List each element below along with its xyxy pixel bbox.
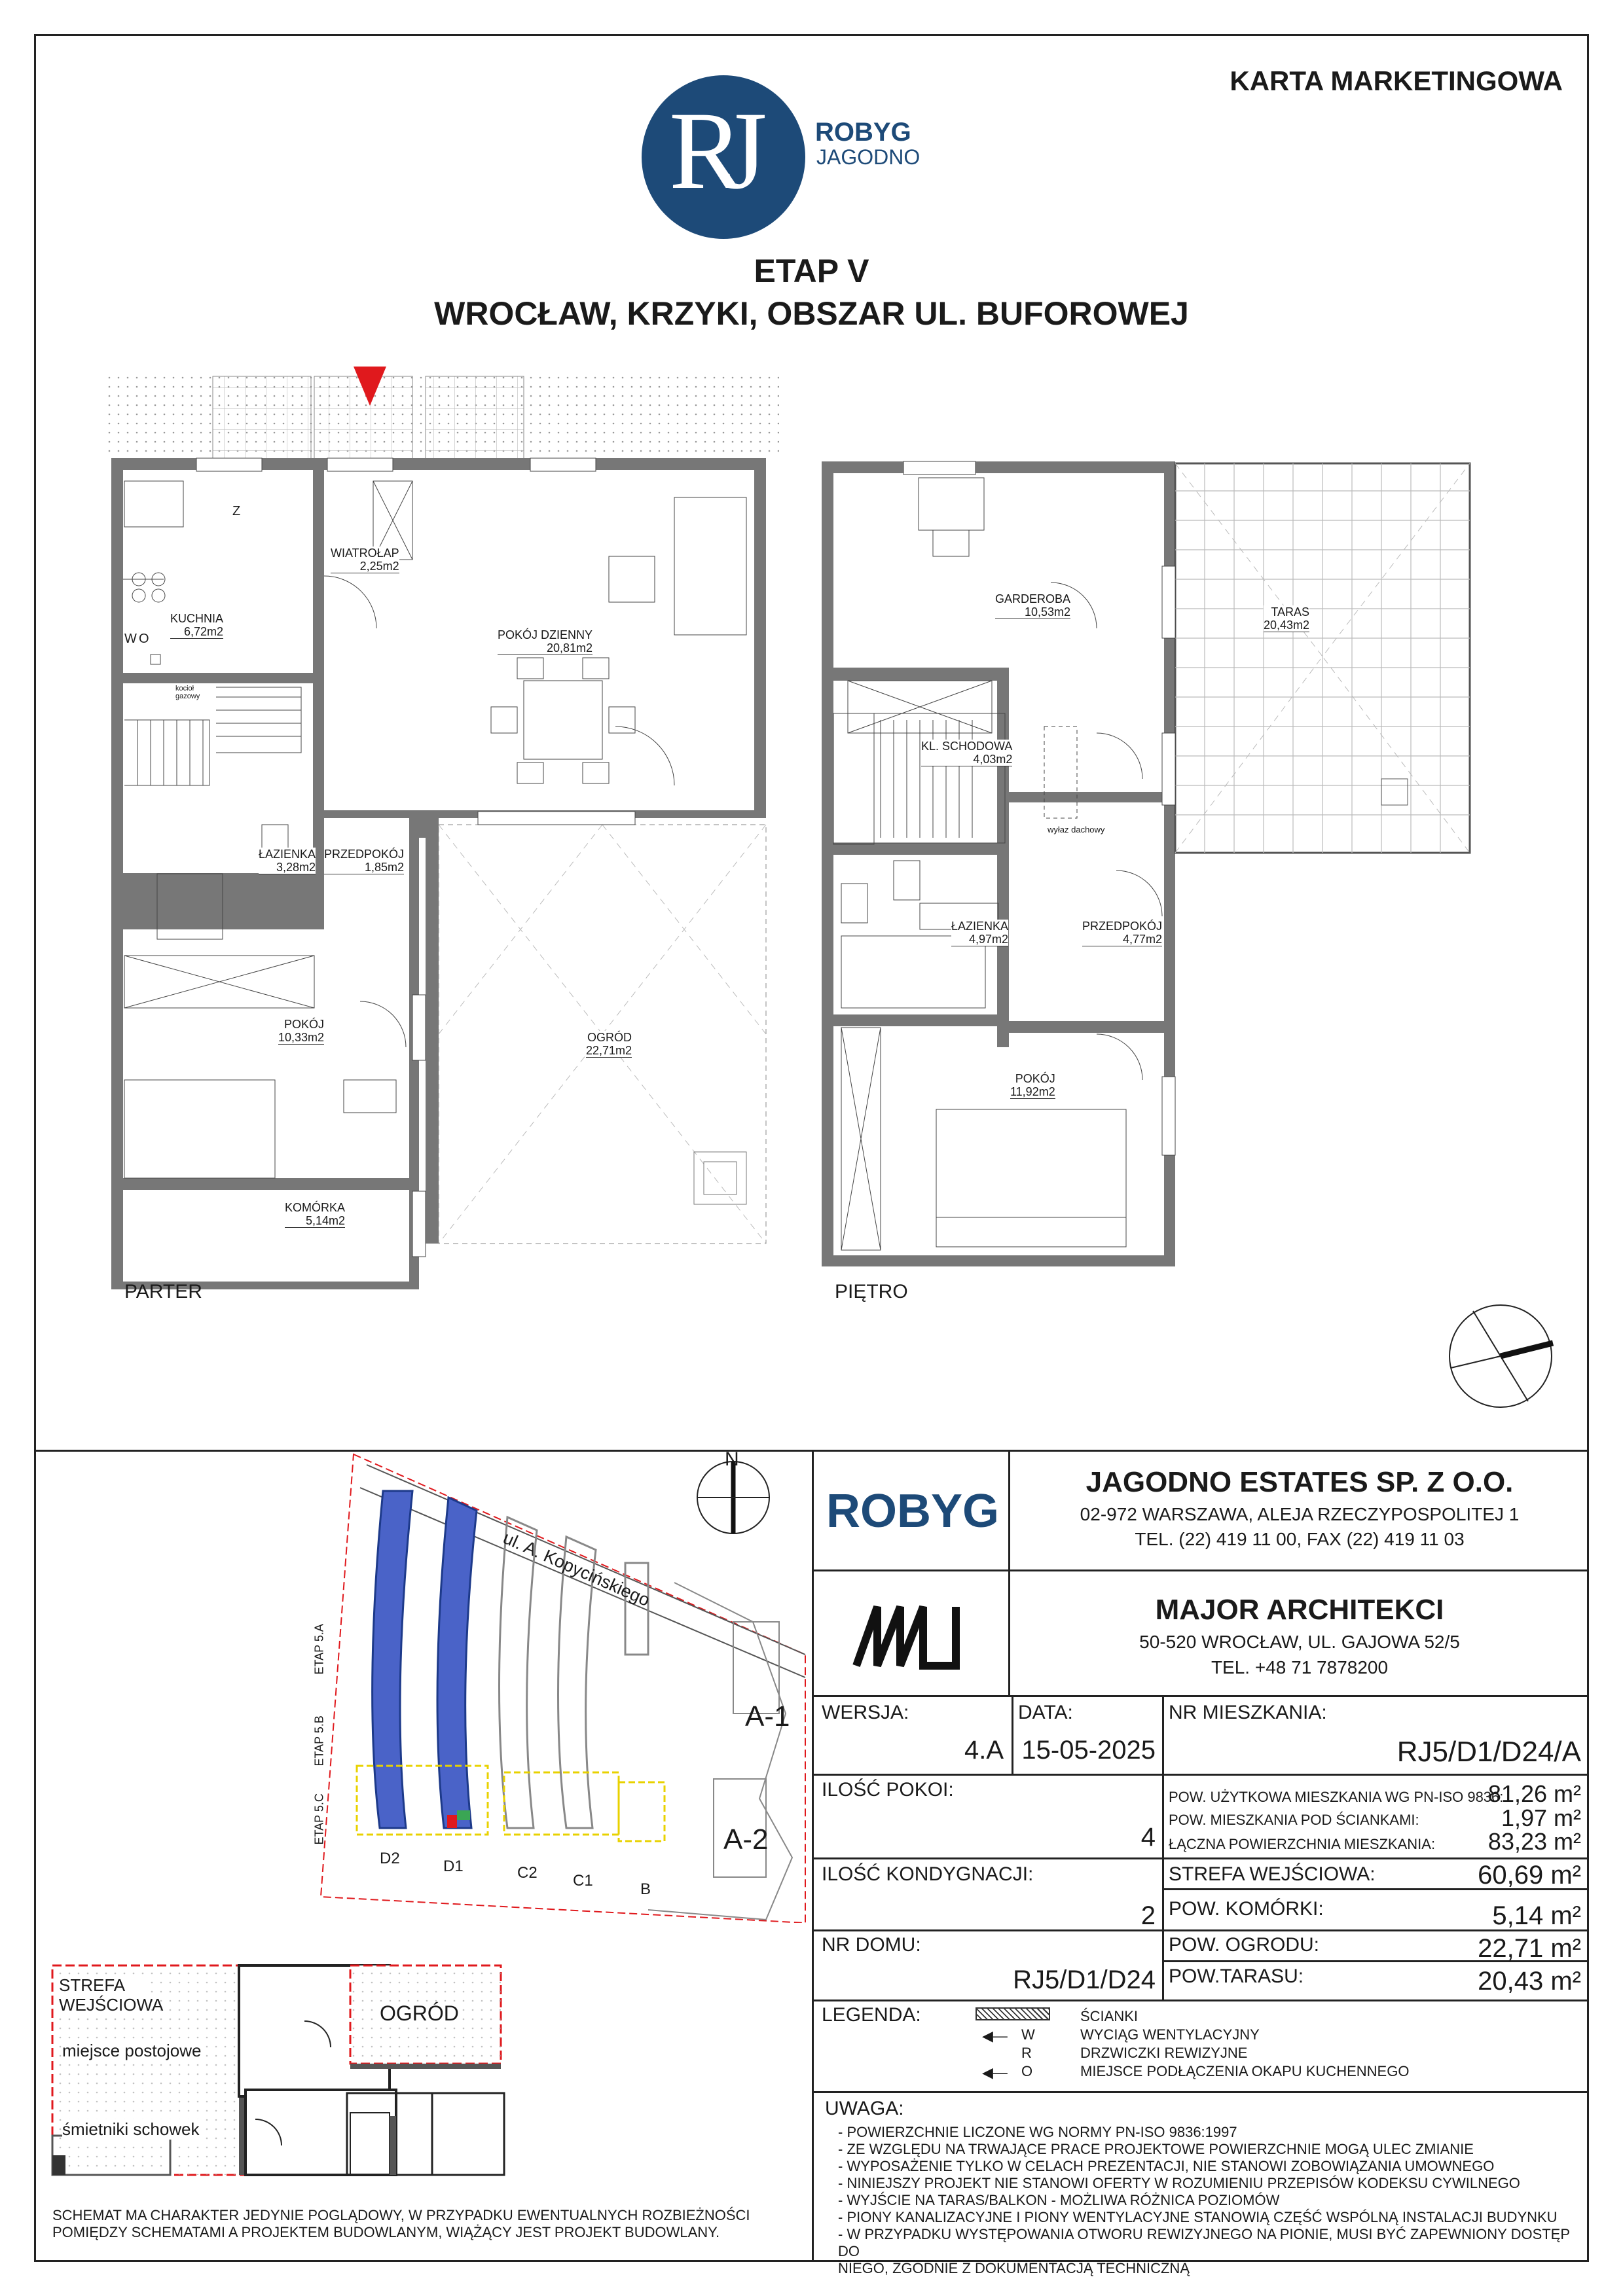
divider (812, 2091, 1589, 2093)
legend-symbol-r: R (1021, 2045, 1032, 2061)
room-label: PRZEDPOKÓJ 1,85m2 (324, 848, 405, 874)
note-item: NIEGO, ZGODNIE Z DOKUMENTACJĄ TECHNICZNĄ (838, 2260, 1190, 2276)
date-label: DATA: (1018, 1702, 1073, 1723)
floors-value: 2 (1140, 1901, 1156, 1930)
floors-label: ILOŚĆ KONDYGNACJI: (822, 1863, 1034, 1885)
room-label: ŁAZIENKA 4,97m2 (951, 920, 1009, 946)
architect-address: 50-520 WROCŁAW, UL. GAJOWA 52/5 (1139, 1632, 1460, 1652)
legend-item: MIEJSCE PODŁĄCZENIA OKAPU KUCHENNEGO (1080, 2063, 1410, 2079)
house-number-value: RJ5/D1/D24 (1013, 1965, 1156, 1994)
room-label: POKÓJ DZIENNY 20,81m2 (498, 628, 593, 655)
under-walls-area-label: POW. MIESZKANIA POD ŚCIANKAMI: (1169, 1812, 1419, 1828)
entrance-zone-key: STREFA WEJŚCIOWA (59, 1975, 164, 2015)
garden-label: POW. OGRODU: (1169, 1934, 1320, 1956)
architect-phone: TEL. +48 71 7878200 (1211, 1657, 1389, 1677)
symbol-z: Z (232, 504, 241, 518)
storage-label: POW. KOMÓRKI: (1169, 1898, 1324, 1920)
divider (1012, 1695, 1013, 1774)
version-label: WERSJA: (822, 1702, 909, 1723)
rooms-label: ILOŚĆ POKOI: (822, 1779, 954, 1801)
stage-label: ETAP 5.C (312, 1793, 326, 1845)
note-item: - POWIERZCHNIE LICZONE WG NORMY PN-ISO 9836:1997 (838, 2124, 1237, 2140)
vent-arrow-icon: ◀— (982, 2028, 1008, 2044)
building-label: C2 (517, 1864, 538, 1882)
building-label: C1 (573, 1872, 593, 1890)
divider (812, 1450, 814, 2262)
divider (812, 1695, 1589, 1697)
bins-key: śmietniki schowek (62, 2119, 200, 2139)
disclaimer-line: SCHEMAT MA CHARAKTER JEDYNIE POGLĄDOWY, W PRZYPADKU EWENTUALNYCH ROZBIEŻNOŚCI (52, 2207, 750, 2223)
notes-list (838, 2124, 1578, 2277)
symbol-w: W (124, 632, 137, 646)
date-value: 15-05-2025 (1021, 1736, 1156, 1765)
architect-name: MAJOR ARCHITEKCI (1155, 1594, 1444, 1626)
divider (812, 1570, 1589, 1571)
doc-type: KARTA MARKETINGOWA (1230, 65, 1563, 96)
entrance-zone-label: STREFA WEJŚCIOWA: (1169, 1863, 1376, 1885)
room-label: KL. SCHODOWA 4,03m2 (921, 740, 1013, 766)
building-label: A-2 (723, 1823, 769, 1856)
house-number-label: NR DOMU: (822, 1934, 921, 1956)
apartment-number-value: RJ5/D1/D24/A (1396, 1736, 1581, 1768)
divider (812, 1774, 1589, 1776)
key-plan (49, 1962, 507, 2178)
legend-label: LEGENDA: (822, 2004, 921, 2026)
street-label: ul. A. Kopycińskiego (500, 1528, 653, 1611)
note-item: - WYPOSAŻENIE TYLKO W CELACH PREZENTACJI, NIE STANOWI ZOBOWIĄZANIA UMOWNEGO (838, 2158, 1495, 2174)
divider (812, 2000, 1589, 2001)
wall-symbol-icon (976, 2007, 1050, 2020)
room-label: POKÓJ 10,33m2 (278, 1018, 325, 1044)
under-walls-area-value: 1,97 m² (1501, 1804, 1581, 1831)
rooms-value: 4 (1140, 1823, 1156, 1852)
storage-value: 5,14 m² (1492, 1901, 1581, 1930)
room-label: WIATROŁAP 2,25m2 (331, 547, 399, 573)
disclaimer (52, 2207, 750, 2241)
logo-brand: ROBYG (815, 118, 911, 147)
usable-area-label: POW. UŻYTKOWA MIESZKANIA WG PN-ISO 9836: (1169, 1789, 1504, 1805)
legend-item: ŚCIANKI (1080, 2008, 1139, 2024)
building-label: D1 (443, 1857, 464, 1875)
building-label: D2 (380, 1850, 400, 1867)
upper-floor-label: PIĘTRO (835, 1281, 908, 1302)
legend-item: WYCIĄG WENTYLACYJNY (1080, 2026, 1260, 2043)
stage-label: ETAP 5.B (312, 1715, 326, 1767)
divider (812, 1857, 1589, 1859)
room-label: POKÓJ 11,92m2 (1010, 1072, 1055, 1098)
room-label: KOMÓRKA 5,14m2 (285, 1201, 346, 1227)
ground-floor-label: PARTER (124, 1281, 202, 1302)
note-item: - PIONY KANALIZACYJNE I PIONY WENTYLACYJNE STANOWIĄ CZĘŚĆ WSPÓLNĄ INSTALACJI BUDYNKU (838, 2209, 1558, 2225)
apartment-number-label: NR MIESZKANIA: (1169, 1702, 1327, 1723)
version-value: 4.A (964, 1736, 1004, 1765)
terrace-label: POW.TARASU: (1169, 1965, 1304, 1987)
boiler-label: kocioł gazowy (175, 685, 205, 700)
note-item: - W PRZYPADKU WYSTĘPOWANIA OTWORU REWIZYJNEGO NA PIONIE, MUSI BYĆ ZAPEWNIONY DOSTĘP DO (838, 2226, 1570, 2259)
upper-floor-plan (822, 452, 1483, 1283)
total-area-label: ŁĄCZNA POWIERZCHNIA MIESZKANIA: (1169, 1836, 1436, 1852)
building-label: A-1 (745, 1700, 790, 1732)
entrance-zone-value: 60,69 m² (1478, 1861, 1581, 1890)
room-label: PRZEDPOKÓJ 4,77m2 (1082, 920, 1163, 946)
ground-floor-plan (98, 367, 792, 1316)
building-label: B (640, 1880, 651, 1898)
site-north-label: N (725, 1448, 739, 1470)
divider (1162, 1695, 1164, 2000)
robyg-jagodno-logo (642, 75, 805, 239)
parking-key: miejsce postojowe (62, 2041, 202, 2060)
stage-label: ETAP 5.A (312, 1624, 326, 1675)
major-architekci-logo (851, 1600, 969, 1672)
disclaimer-line: POMIĘDZY SCHEMATAMI A PROJEKTEM BUDOWLANYM, WIĄŻĄCY JEST PROJEKT BUDOWLANY. (52, 2224, 720, 2240)
investor-address: 02-972 WARSZAWA, ALEJA RZECZYPOSPOLITEJ 1 (1080, 1504, 1520, 1524)
legend-item: DRZWICZKI REWIZYJNE (1080, 2045, 1248, 2061)
total-area-value: 83,23 m² (1487, 1828, 1581, 1855)
hood-arrow-icon: ◀— (982, 2064, 1008, 2081)
legend-symbol-o: O (1021, 2063, 1033, 2079)
usable-area-value: 81,26 m² (1487, 1780, 1581, 1807)
room-label: ŁAZIENKA 3,28m2 (259, 848, 316, 874)
stage-title: ETAP V (754, 253, 869, 289)
note-item: - NINIEJSZY PROJEKT NIE STANOWI OFERTY W ROZUMIENIU PRZEPISÓW KODEKSU CYWILNEGO (838, 2175, 1520, 2191)
garden-key: OGRÓD (380, 2001, 459, 2025)
notes-label: UWAGA: (825, 2098, 904, 2119)
location-title: WROCŁAW, KRZYKI, OBSZAR UL. BUFOROWEJ (434, 295, 1189, 332)
robyg-logo: ROBYG (826, 1485, 1000, 1537)
terrace-value: 20,43 m² (1478, 1967, 1581, 1996)
logo-brand-sub: JAGODNO (816, 145, 921, 169)
note-item: - WYJŚCIE NA TARAS/BALKON - MOŻLIWA RÓŻNICA POZIOMÓW (838, 2192, 1280, 2208)
room-label: OGRÓD 22,71m2 (586, 1031, 632, 1057)
garden-value: 22,71 m² (1478, 1934, 1581, 1963)
room-label: GARDEROBA 10,53m2 (995, 592, 1071, 619)
room-label: TARAS 20,43m2 (1264, 605, 1310, 632)
symbol-o: O (139, 632, 149, 646)
note-item: - ZE WZGLĘDU NA TRWAJĄCE PRACE PROJEKTOWE POWIERZCHNIE MOGĄ ULEC ZMIANIE (838, 2141, 1474, 2157)
logo-letters: RJ (669, 89, 748, 212)
roof-exit-label: wyłaz dachowy (1048, 825, 1105, 834)
legend-symbol-w: W (1021, 2026, 1035, 2043)
investor-name: JAGODNO ESTATES SP. Z O.O. (1085, 1466, 1514, 1498)
site-plan (308, 1448, 812, 1923)
investor-phone: TEL. (22) 419 11 00, FAX (22) 419 11 03 (1135, 1529, 1465, 1549)
room-label: KUCHNIA 6,72m2 (170, 612, 224, 638)
north-arrow-icon (1447, 1302, 1555, 1410)
